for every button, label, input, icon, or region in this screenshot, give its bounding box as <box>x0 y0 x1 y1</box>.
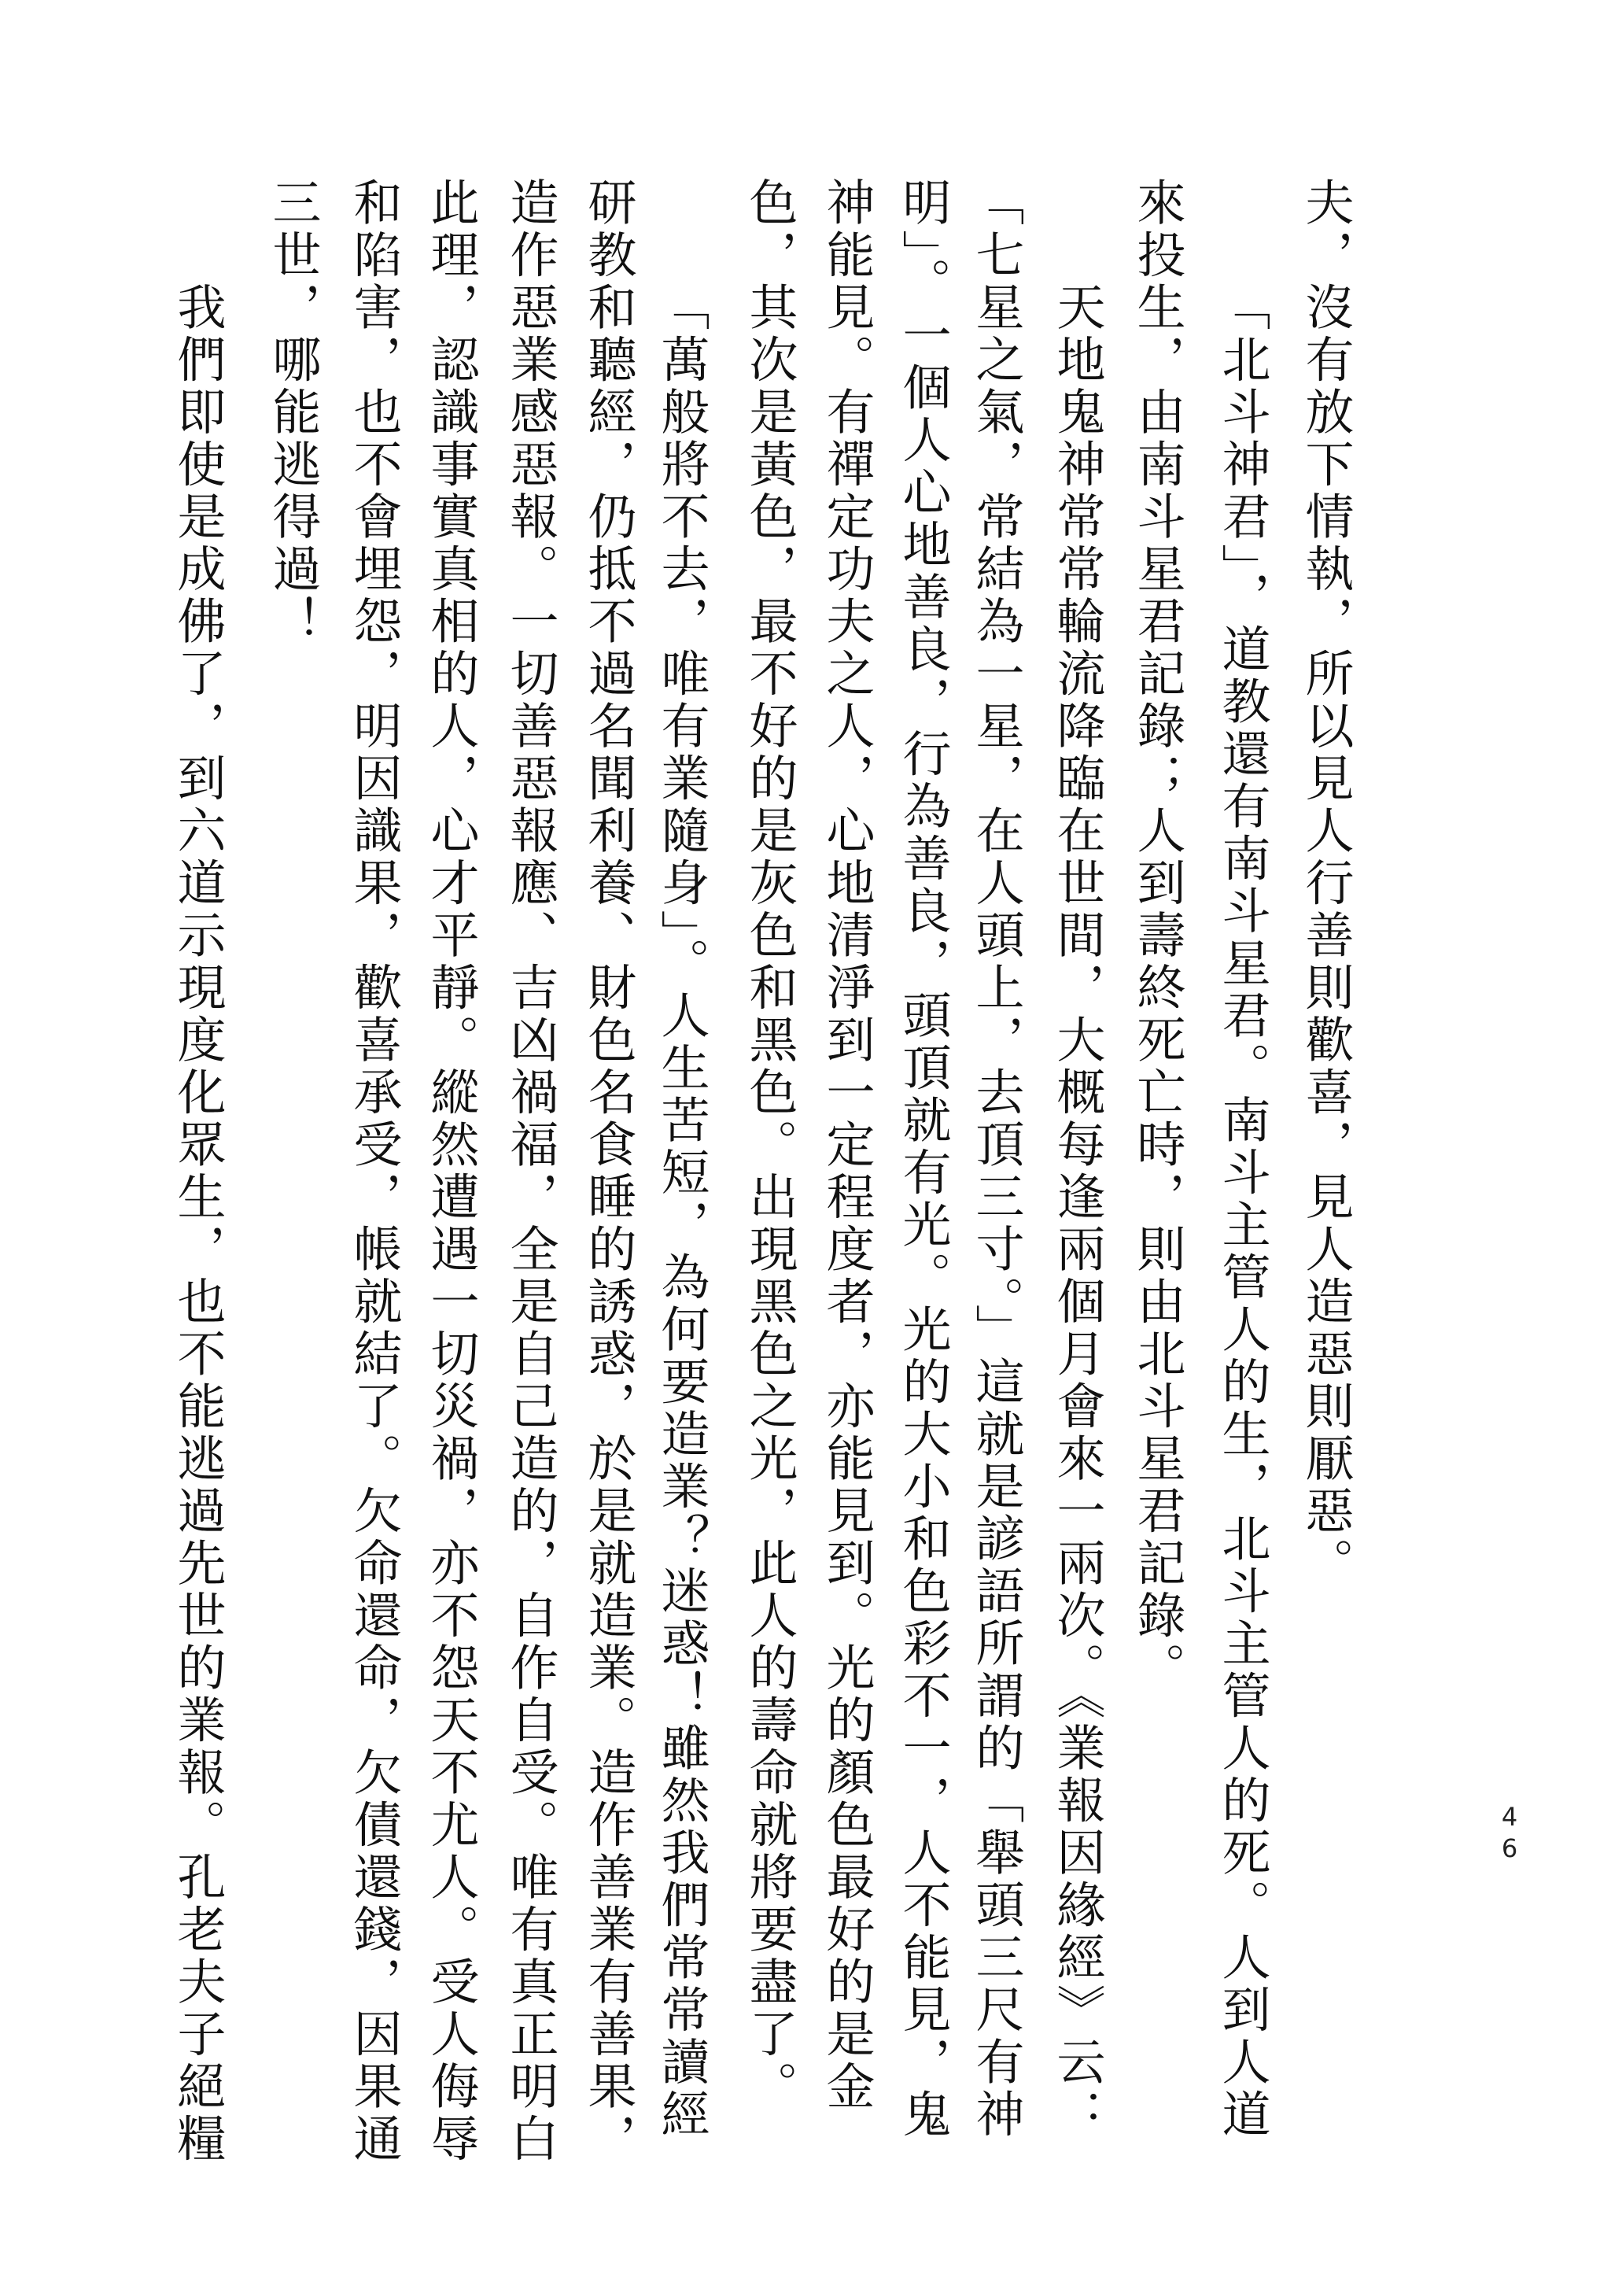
text-column: 研教和聽經，仍抵不過名聞利養、財色名食睡的誘惑，於是就造業。造作善業有善果， <box>580 177 637 2165</box>
page-number: 46 <box>1495 1802 1524 1865</box>
text-column: 「萬般將不去，唯有業隨身」。人生苦短，為何要造業？迷惑！雖然我們常常讀經 <box>653 282 710 2141</box>
text-column: 神能見。有禪定功夫之人，心地清淨到一定程度者，亦能見到。光的顏色最好的是金 <box>818 177 876 2113</box>
text-column: 天地鬼神常常輪流降臨在世間，大概每逢兩個月會來一兩次。《業報因緣經》云： <box>1049 282 1106 2141</box>
text-column: 來投生，由南斗星君記錄；人到壽終死亡時，則由北斗星君記錄。 <box>1129 177 1186 1695</box>
text-column: 和陷害，也不會埋怨，明因識果，歡喜承受，帳就結了。欠命還命，欠債還錢，因果通 <box>345 177 403 2165</box>
text-column: 我們即使是成佛了，到六道示現度化眾生，也不能逃過先世的業報。孔老夫子絕糧 <box>169 282 227 2165</box>
text-column: 色，其次是黃色，最不好的是灰色和黑色。出現黑色之光，此人的壽命就將要盡了。 <box>741 177 798 2113</box>
text-column: 「七星之氣，常結為一星，在人頭上，去頂三寸。」這就是諺語所謂的「舉頭三尺有神 <box>968 177 1025 2141</box>
text-column: 夫，沒有放下情執，所以見人行善則歡喜，見人造惡則厭惡。 <box>1297 177 1355 1590</box>
text-column: 明」。一個人心地善良，行為善良，頭頂就有光。光的大小和色彩不一，人不能見，鬼 <box>894 177 952 2141</box>
text-column: 此理，認識事實真相的人，心才平靜。縱然遭遇一切災禍，亦不怨天不尤人。受人侮辱 <box>422 177 480 2165</box>
text-column: 造作惡業感惡報。一切善惡報應、吉凶禍福，全是自己造的，自作自受。唯有真正明白 <box>502 177 559 2165</box>
text-column: 三世，哪能逃得過！ <box>264 177 322 648</box>
text-column: 「北斗神君」，道教還有南斗星君。南斗主管人的生，北斗主管人的死。人到人道 <box>1214 282 1271 2141</box>
